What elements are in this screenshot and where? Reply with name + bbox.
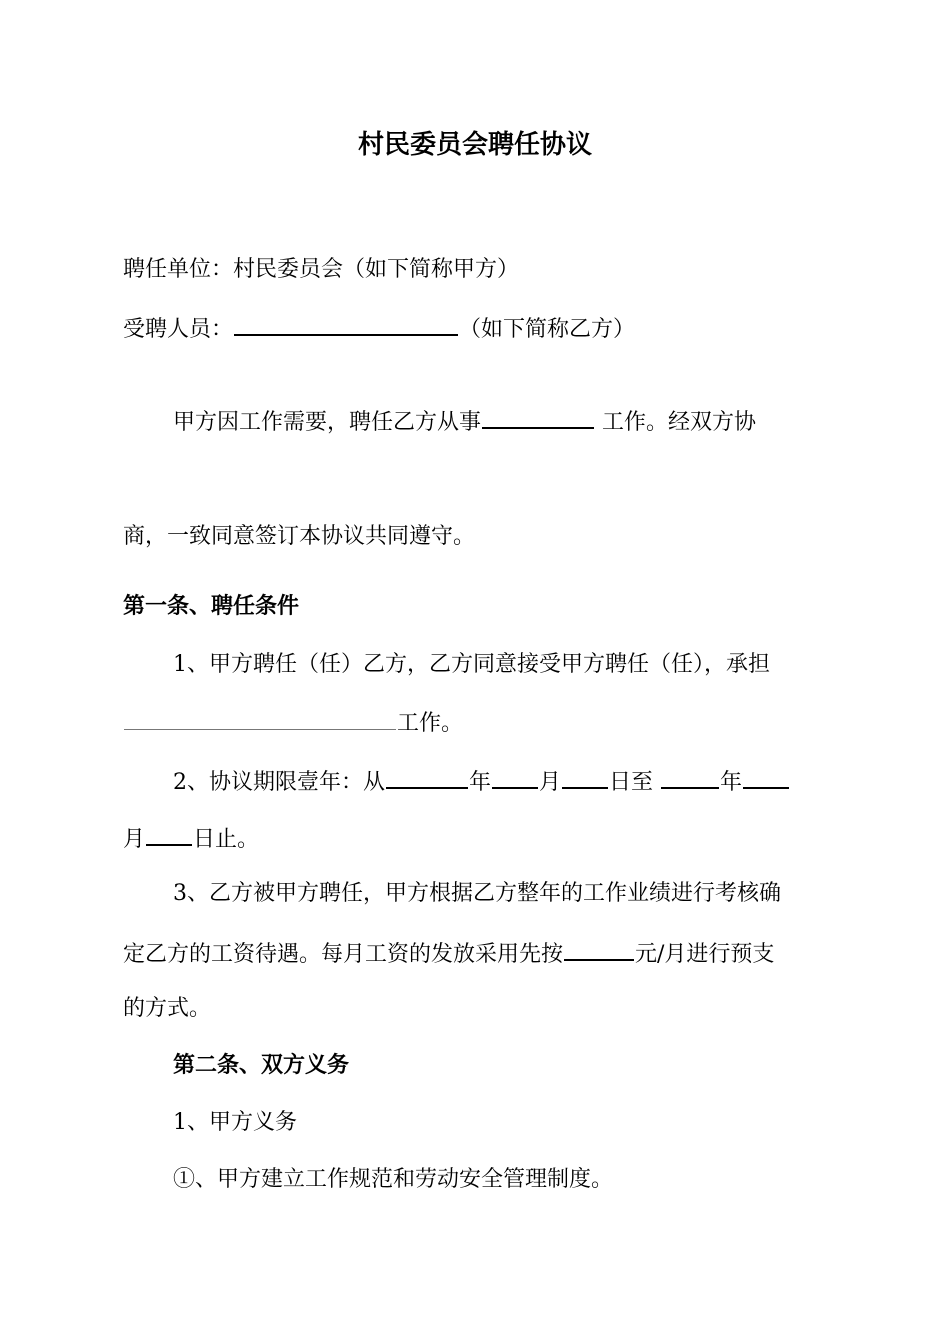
salary-blank[interactable] <box>564 937 634 961</box>
article2-heading: 第二条、双方义务 <box>173 1053 350 1078</box>
a1-item1-line2-suffix: 工作。 <box>397 711 464 736</box>
start-day-unit: 日 <box>609 770 632 795</box>
a1-item3-line1: 3、乙方被甲方聘任，甲方根据乙方整年的工作业绩进行考核确 <box>173 881 781 906</box>
day-end: 日止。 <box>193 827 260 852</box>
a1-item2-prefix: 2、协议期限壹年：从 <box>173 770 385 795</box>
intro-line-1 <box>173 405 893 438</box>
employee-label: 受聘人员： <box>123 317 234 342</box>
employee-suffix: （如下简称乙方） <box>459 317 636 342</box>
employee-name-blank[interactable] <box>234 312 458 336</box>
duty-blank[interactable] <box>124 707 396 730</box>
a1-item3-line3: 的方式。 <box>123 996 212 1021</box>
job-blank[interactable] <box>482 405 594 429</box>
start-year-blank[interactable] <box>386 765 468 789</box>
employee-line <box>123 312 843 345</box>
employer-line: 聘任单位：村民委员会（如下简称甲方） <box>123 257 520 282</box>
end-year-unit: 年 <box>720 770 743 795</box>
intro-part1: 甲方因工作需要，聘任乙方从事 <box>173 410 482 435</box>
a1-item3-line2-prefix: 定乙方的工资待遇。每月工资的发放采用先按 <box>123 942 564 967</box>
intro-part2: 工作。经双方协 <box>595 410 757 435</box>
document-title: 村民委员会聘任协议 <box>357 130 592 160</box>
a1-item2-line1 <box>173 765 893 798</box>
a1-item2-line2 <box>123 822 843 855</box>
a1-item1-line1: 1、甲方聘任（任）乙方，乙方同意接受甲方聘任（任），承担 <box>173 652 770 677</box>
a1-item3-line2-suffix: 元/月进行预支 <box>635 942 775 967</box>
article1-heading: 第一条、聘任条件 <box>123 594 300 619</box>
end-year-blank[interactable] <box>661 765 719 789</box>
a1-item1-line2 <box>123 707 843 739</box>
start-year-unit: 年 <box>469 770 492 795</box>
end-day-blank[interactable] <box>146 822 192 846</box>
to-word: 至 <box>631 770 661 795</box>
start-day-blank[interactable] <box>562 765 608 789</box>
a2-item1-sub1: ①、甲方建立工作规范和劳动安全管理制度。 <box>173 1167 614 1192</box>
intro-line-2: 商，一致同意签订本协议共同遵守。 <box>123 524 476 549</box>
a1-item3-line2 <box>123 937 843 970</box>
end-month-blank[interactable] <box>743 765 789 789</box>
end-month-unit: 月 <box>123 827 146 852</box>
a2-item1: 1、甲方义务 <box>173 1110 297 1135</box>
start-month-unit: 月 <box>539 770 562 795</box>
start-month-blank[interactable] <box>492 765 538 789</box>
